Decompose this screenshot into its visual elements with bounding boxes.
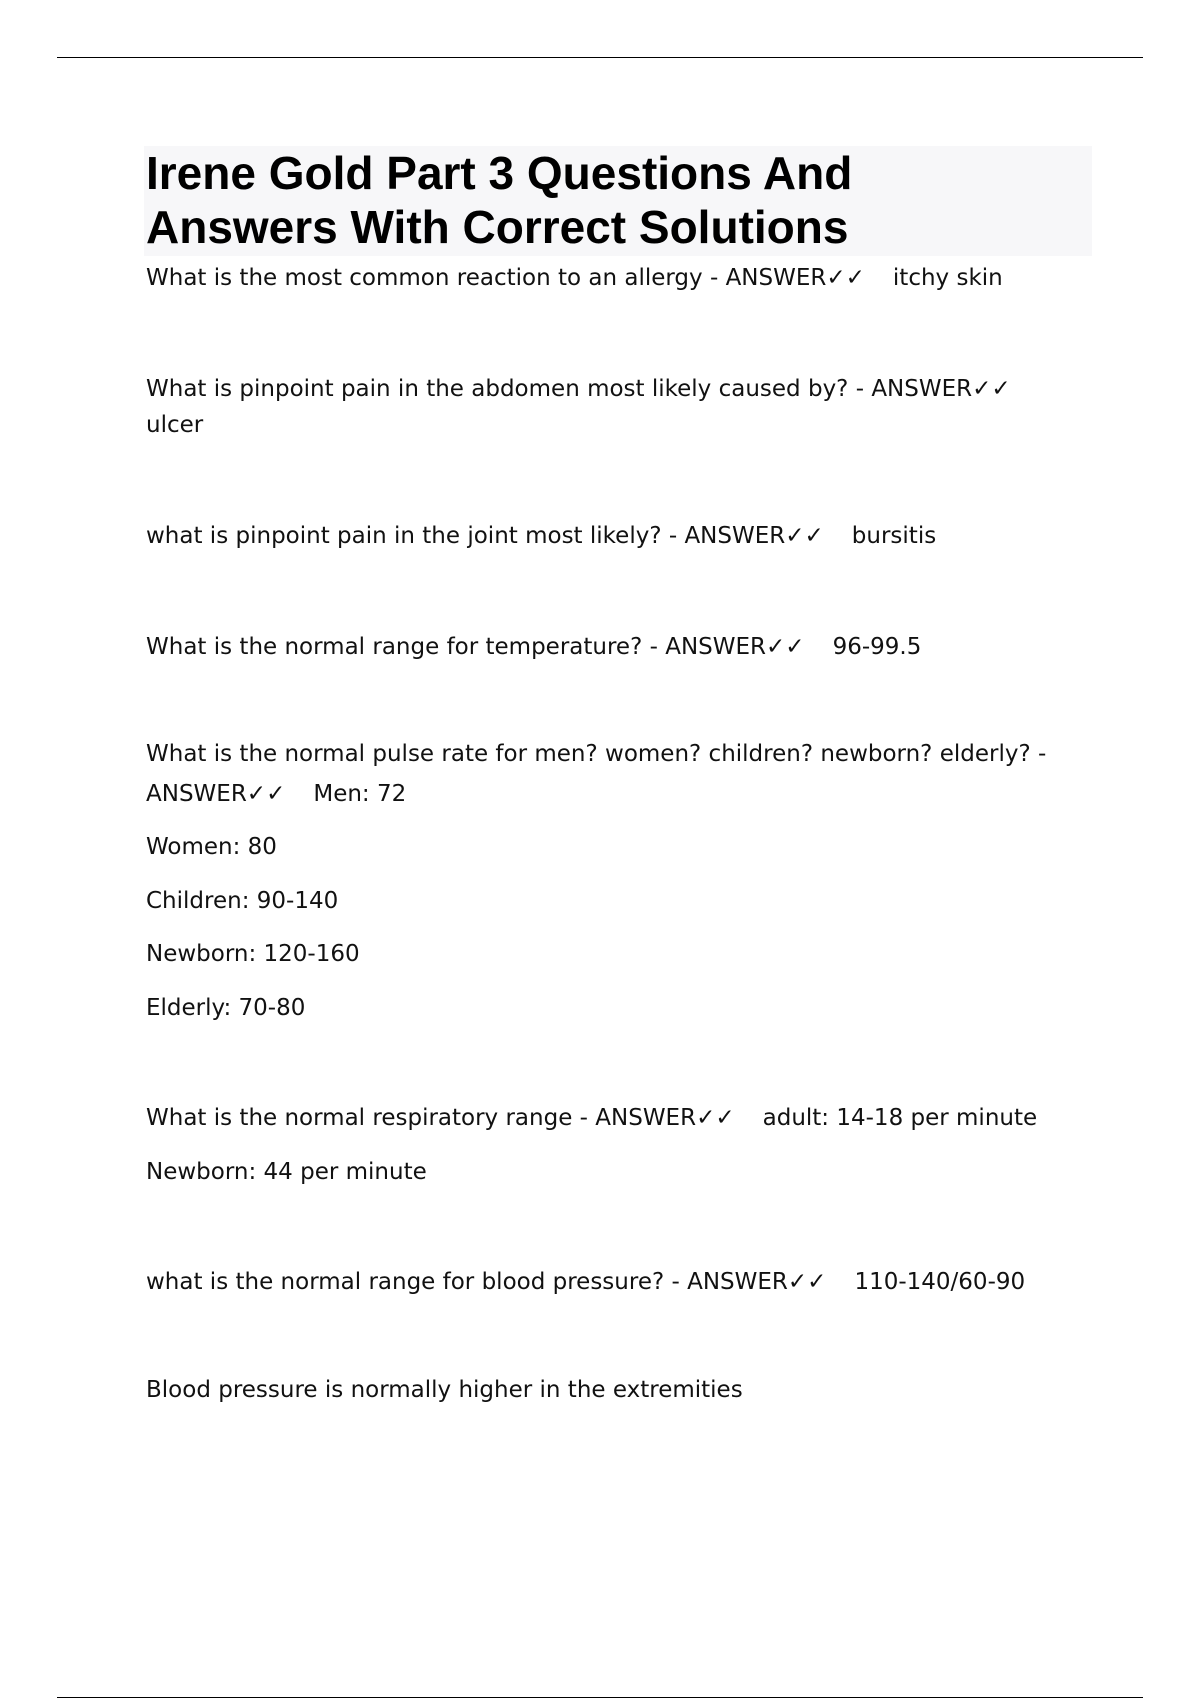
answer-line: Newborn: 44 per minute [146, 1159, 427, 1185]
closing-line: Blood pressure is normally higher in the extremities [146, 1377, 743, 1403]
answer-text: 96-99.5 [832, 634, 922, 660]
answer-line: Children: 90-140 [146, 888, 339, 914]
title-block [144, 146, 1092, 256]
question-text: What is pinpoint pain in the abdomen most likely caused by? - [146, 376, 864, 402]
title-line-1: Irene Gold Part 3 Questions And [146, 147, 853, 199]
bottom-rule [57, 1697, 1143, 1698]
answer-marker: ANSWER✓✓ [684, 523, 824, 549]
answer-text: adult: 14-18 per minute [762, 1105, 1038, 1131]
qa-item-3 [146, 521, 1096, 551]
qa-item-2 [146, 374, 1096, 404]
qa-item-6 [146, 1103, 1096, 1133]
answer-text: itchy skin [892, 265, 1003, 291]
qa-item-7 [146, 1267, 1096, 1297]
answer-text: Men: 72 [313, 781, 407, 807]
question-text: What is the normal respiratory range - [146, 1105, 588, 1131]
answer-marker: ANSWER✓✓ [665, 634, 805, 660]
question-text: what is pinpoint pain in the joint most likely? - [146, 523, 678, 549]
answer-marker: ANSWER✓✓ [725, 265, 865, 291]
title-line-2: Answers With Correct Solutions [146, 201, 849, 253]
answer-marker: ANSWER✓✓ [871, 376, 1011, 402]
qa-item-4 [146, 632, 1096, 662]
answer-line: Elderly: 70-80 [146, 995, 306, 1021]
page-title [144, 146, 1092, 254]
answer-line: Women: 80 [146, 834, 277, 860]
answer-marker: ANSWER✓✓ [595, 1105, 735, 1131]
answer-text: bursitis [851, 523, 937, 549]
qa-item-2-answer [146, 410, 1096, 440]
qa-item-5-answer [146, 779, 1096, 809]
top-rule [57, 57, 1143, 58]
qa-item-1 [146, 263, 1096, 293]
question-text: What is the most common reaction to an allergy - [146, 265, 719, 291]
qa-item-5 [146, 739, 1096, 769]
answer-line: Newborn: 120-160 [146, 941, 360, 967]
answer-text: 110-140/60-90 [854, 1269, 1026, 1295]
question-text: what is the normal range for blood pressure? - [146, 1269, 680, 1295]
question-text: What is the normal range for temperature? - [146, 634, 658, 660]
answer-text: ulcer [146, 412, 204, 438]
question-text: What is the normal pulse rate for men? women? children? newborn? elderly? - [146, 741, 1047, 767]
answer-marker: ANSWER✓✓ [146, 781, 286, 807]
answer-marker: ANSWER✓✓ [687, 1269, 827, 1295]
